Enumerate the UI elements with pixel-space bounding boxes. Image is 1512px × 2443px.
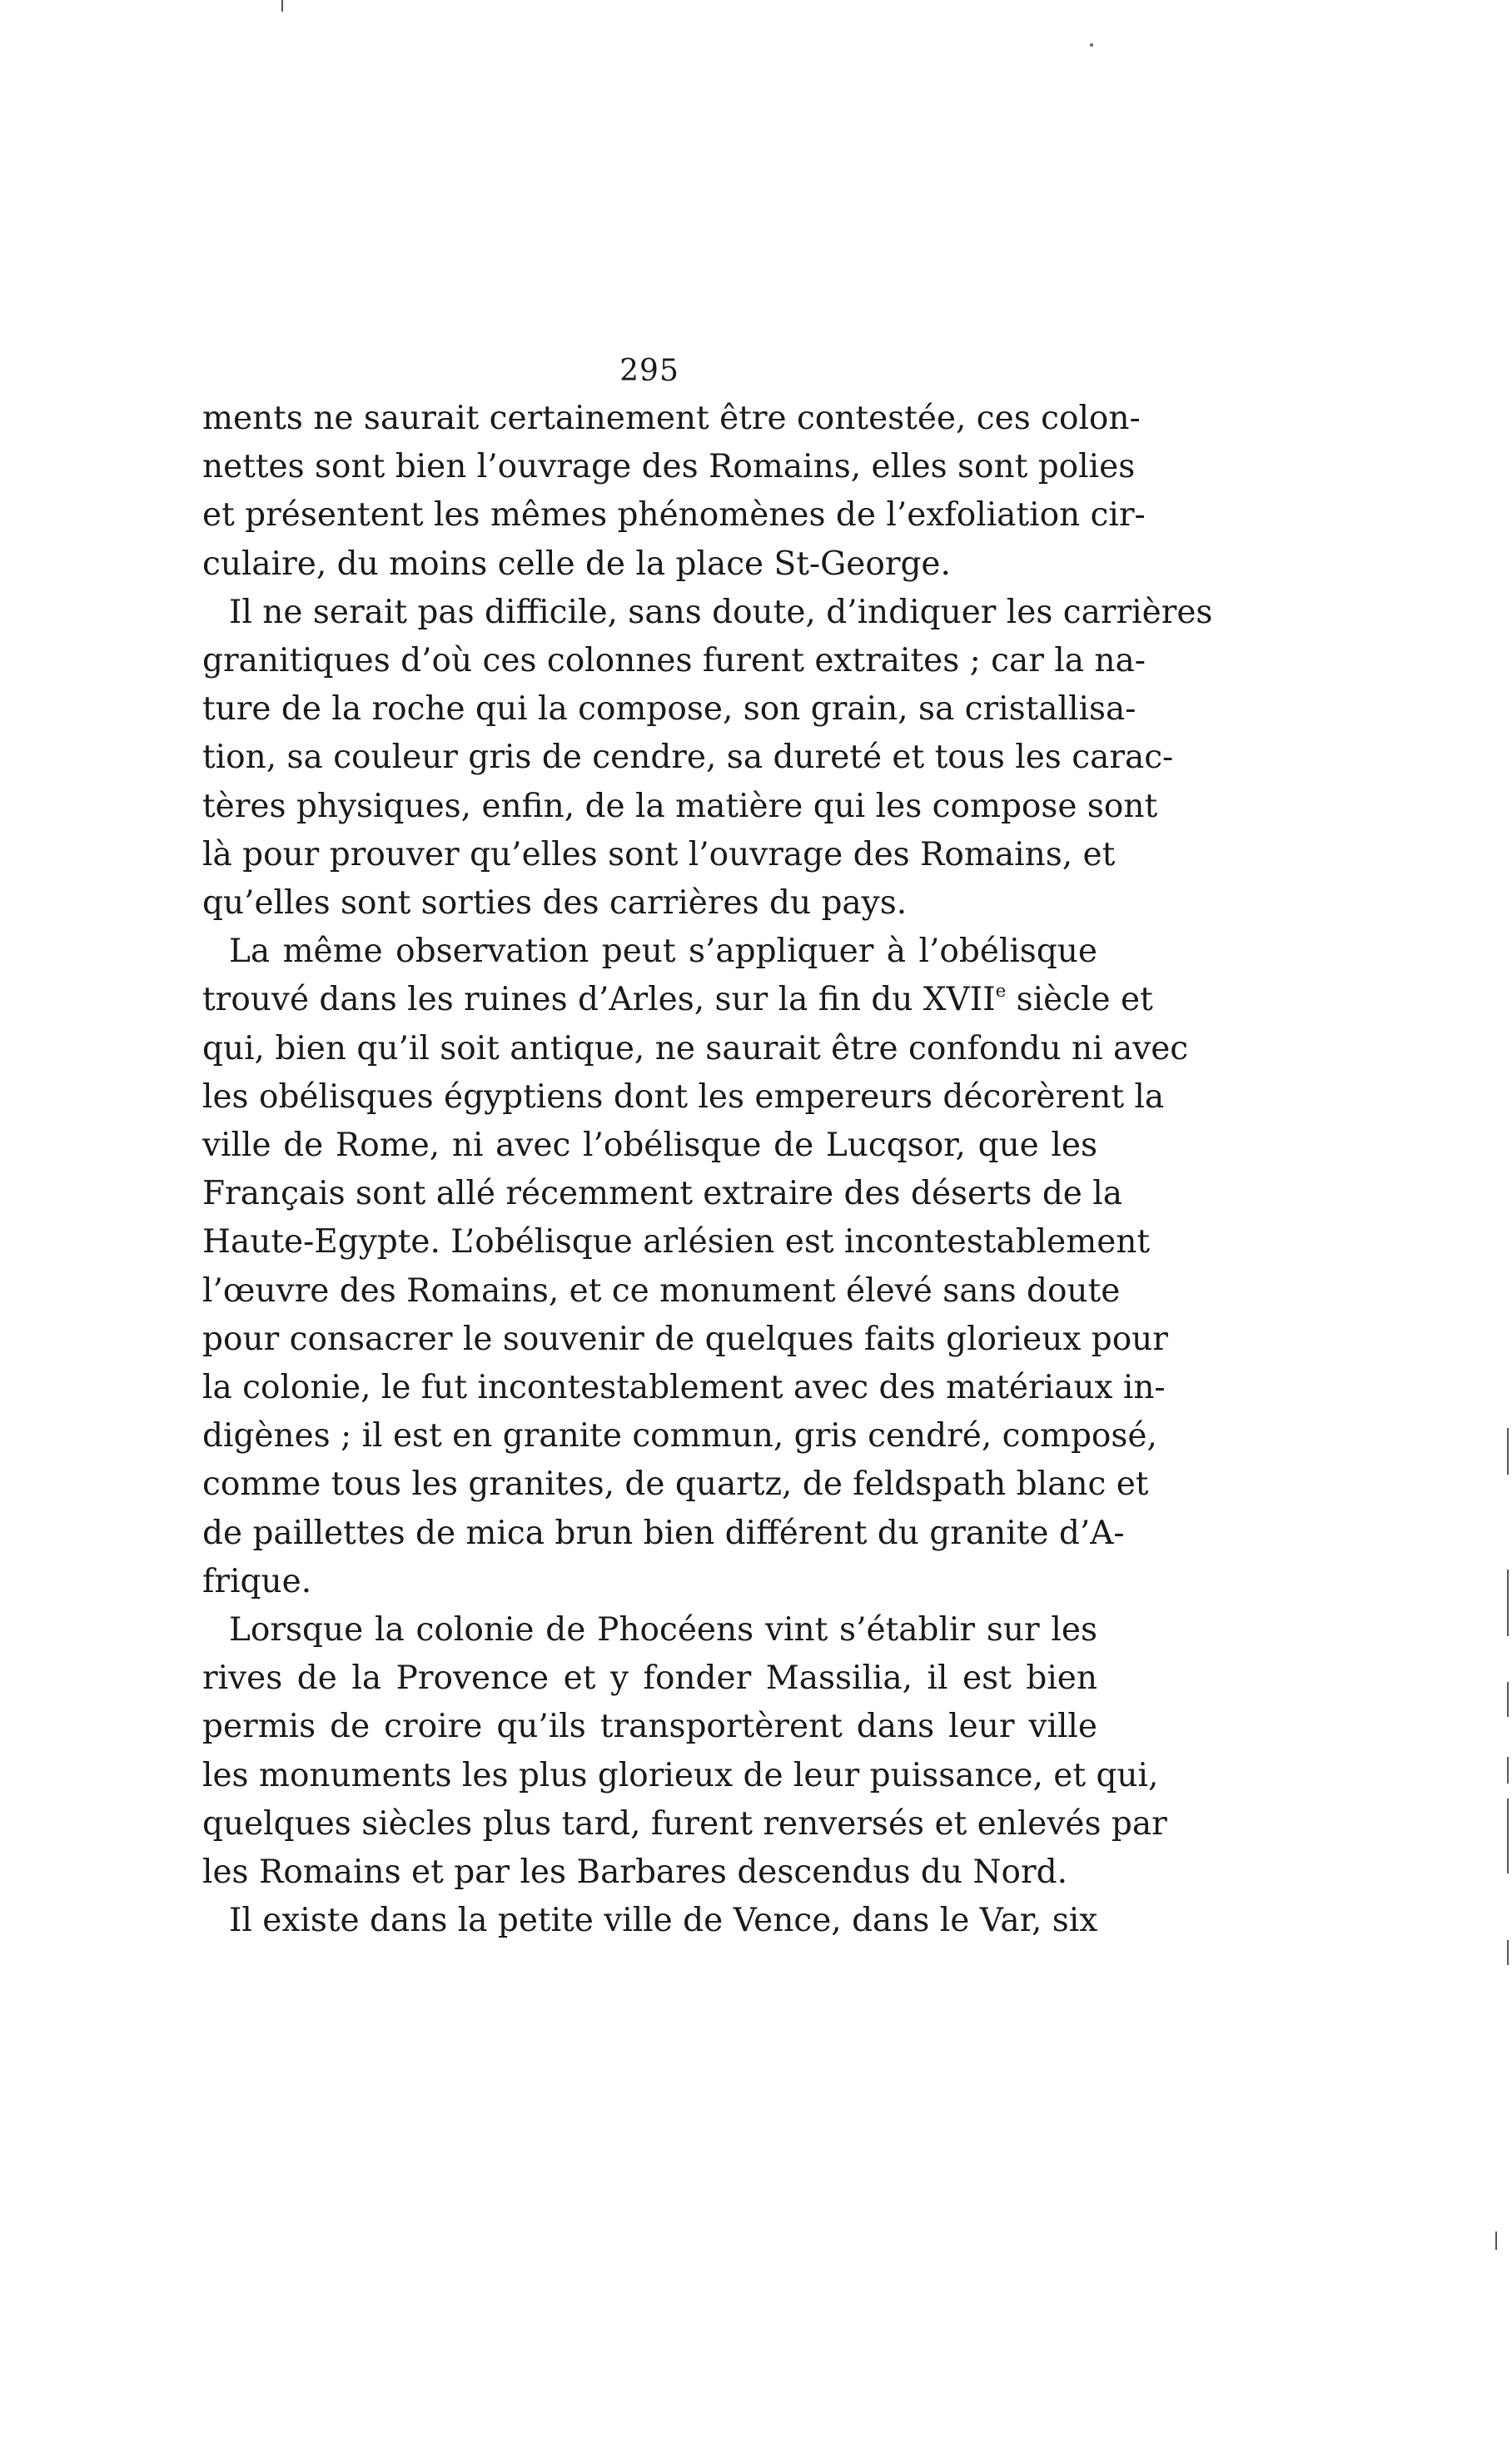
scan-mark-right-6 [1507, 1940, 1509, 1965]
text-line: permis de croire qu’ils transportèrent dans leur ville [202, 1708, 1097, 1746]
paragraph-4 [202, 1606, 1167, 1897]
scan-mark-right-7 [1495, 2232, 1497, 2250]
text-line: frique. [202, 1562, 312, 1600]
text-line: et présentent les mêmes phénomènes de l’exfoliation cir- [202, 496, 1146, 535]
text-line: les obélisques égyptiens dont les empereurs décorèrent la [202, 1077, 1165, 1116]
scan-mark-right-5 [1507, 1799, 1509, 1873]
text-line: qu’elles sont sorties des carrières du pays. [202, 884, 908, 923]
text-line: Il ne serait pas difficile, sans doute, d’indiquer les carrières [229, 593, 1213, 631]
scan-mark-top [281, 0, 283, 12]
text-line: la colonie, le fut incontestablement avec des matériaux in- [202, 1369, 1166, 1407]
text-line: ville de Rome, ni avec l’obélisque de Lucqsor, que les [202, 1127, 1097, 1165]
scan-mark-right-4 [1507, 1757, 1509, 1784]
text-line: rives de la Provence et y fonder Massilia, il est bien [202, 1659, 1097, 1698]
text-line: comme tous les granites, de quartz, de feldspath blanc et [202, 1465, 1149, 1504]
paragraph-2 [202, 589, 1213, 928]
paragraph-5 [202, 1897, 1097, 1945]
text-line: de paillettes de mica brun bien différent du granite d’A- [202, 1514, 1125, 1552]
text-line-head: trouvé dans les ruines d’Arles, sur la fin du XVII [202, 981, 996, 1019]
text-line: culaire, du moins celle de la place St-George. [202, 545, 951, 583]
text-line: les monuments les plus glorieux de leur puissance, et qui, [202, 1756, 1159, 1794]
text-line: La même observation peut s’appliquer à l’obélisque [229, 933, 1097, 971]
scan-dot-top [1090, 43, 1093, 47]
text-line: digènes ; il est en granite commun, gris cendré, composé, [202, 1417, 1157, 1455]
page-number: 295 [619, 354, 679, 388]
text-line: nettes sont bien l’ouvrage des Romains, elles sont polies [202, 448, 1136, 486]
text-line: quelques siècles plus tard, furent renversés et enlevés par [202, 1804, 1167, 1843]
text-line: là pour prouver qu’elles sont l’ouvrage des Romains, et [202, 835, 1116, 873]
superscript: e [995, 981, 1007, 1003]
scan-mark-right-2 [1507, 1570, 1509, 1636]
text-line: les Romains et par les Barbares descendus du Nord. [202, 1853, 1068, 1892]
text-line [202, 976, 1153, 1024]
text-line-tail: siècle et [1006, 981, 1153, 1019]
text-line: Haute-Egypte. L’obélisque arlésien est incontestablement [202, 1223, 1151, 1261]
body-text [202, 395, 1213, 1946]
paragraph-3 [202, 928, 1189, 1606]
scan-mark-right-1 [1507, 1428, 1509, 1475]
text-line: tères physiques, enfin, de la matière qui les compose sont [202, 787, 1158, 825]
text-line: Français sont allé récemment extraire des déserts de la [202, 1175, 1123, 1213]
text-line: tion, sa couleur gris de cendre, sa dureté et tous les carac- [202, 739, 1174, 777]
paragraph-1 [202, 395, 1146, 589]
text-line: Il existe dans la petite ville de Vence, dans le Var, six [229, 1902, 1098, 1940]
text-line: qui, bien qu’il soit antique, ne saurait être confondu ni avec [202, 1029, 1189, 1067]
text-line: pour consacrer le souvenir de quelques faits glorieux pour [202, 1320, 1168, 1358]
text-line: ture de la roche qui la compose, son grain, sa cristallisa- [202, 690, 1136, 729]
text-line: Lorsque la colonie de Phocéens vint s’établir sur les [229, 1611, 1097, 1649]
text-line: l’œuvre des Romains, et ce monument élevé sans doute [202, 1271, 1121, 1310]
scan-mark-right-3 [1507, 1682, 1509, 1717]
text-line: granitiques d’où ces colonnes furent extraites ; car la na- [202, 642, 1146, 680]
text-line: ments ne saurait certainement être contestée, ces colon- [202, 400, 1141, 437]
